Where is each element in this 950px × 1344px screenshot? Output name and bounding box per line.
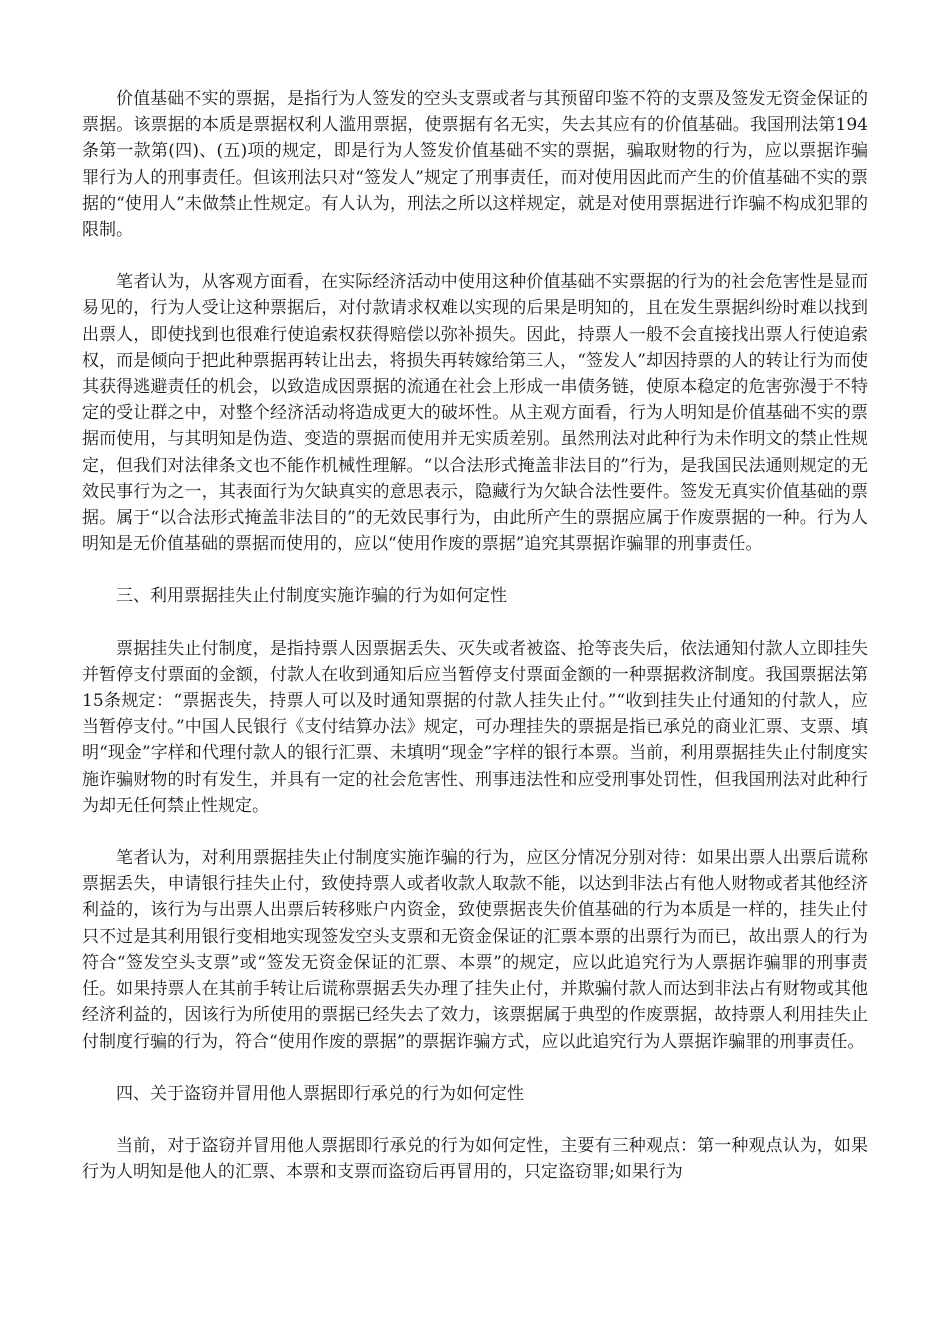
document-body [82,86,868,1211]
paragraph-loss-report-system: 票据挂失止付制度，是指持票人因票据丢失、灭失或者被盗、抢等丧失后，依法通知付款人立即挂失并暂停支付票面的金额，付款人在收到通知后应当暂停支付票面金额的一种票据救济制度。我国票据法第15条规定：“票据丧失，持票人可以及时通知票据的付款人挂失止付。”“收到挂失止付通知的付款人，应当暂停支付。”中国人民银行《支付结算办法》规定，可办理挂失的票据是指已承兑的商业汇票、支票、填明“现金”字样和代理付款人的银行汇票、未填明“现金”字样的银行本票。当前，利用票据挂失止付制度实施诈骗财物的时有发生，并具有一定的社会危害性、刑事违法性和应受刑事处罚性，但我国刑法对此种行为却无任何禁止性规定。 [82,638,868,816]
paragraph-author-opinion-1: 笔者认为，从客观方面看，在实际经济活动中使用这种价值基础不实票据的行为的社会危害性是显而易见的，行为人受让这种票据后，对付款请求权难以实现的后果是明知的，且在发生票据纠纷时难以找到出票人，即使找到也很难行使追索权获得赔偿以弥补损失。因此，持票人一般不会直接找出票人行使追索权，而是倾向于把此种票据再转让出去，将损失再转嫁给第三人，“签发人”却因持票的人的转让行为而使其获得逃避责任的机会，以致造成因票据的流通在社会上形成一串债务链，使原本稳定的危害弥漫于不特定的受让群之中，对整个经济活动将造成更大的破坏性。从主观方面看，行为人明知是价值基础不实的票据而使用，与其明知是伪造、变造的票据而使用并无实质差别。虽然刑法对此种行为未作明文的禁止性规定，但我们对法律条文也不能作机械性理解。“以合法形式掩盖非法目的”行为，是我国民法通则规定的无效民事行为之一，其表面行为欠缺真实的意思表示，隐藏行为欠缺合法性要件。签发无真实价值基础的票据。属于“以合法形式掩盖非法目的”的无效民事行为，由此所产生的票据应属于作废票据的一种。行为人明知是无价值基础的票据而使用的，应以“使用作废的票据”追究其票据诈骗罪的刑事责任。 [82,272,868,555]
paragraph-author-opinion-2: 笔者认为，对利用票据挂失止付制度实施诈骗的行为，应区分情况分别对待：如果出票人出票后谎称票据丢失，申请银行挂失止付，致使持票人或者收款人取款不能，以达到非法占有他人财物或者其他经济利益的，该行为与出票人出票后转移账户内资金，致使票据丧失价值基础的行为本质是一样的，挂失止付只不过是其利用银行变相地实现签发空头支票和无资金保证的汇票本票的出票行为而已，故出票人的行为符合“签发空头支票”或“签发无资金保证的汇票、本票”的规定，应以此追究行为人票据诈骗罪的刑事责任。如果持票人在其前手转让后谎称票据丢失办理了挂失止付，并欺骗付款人而达到非法占有财物或其他经济利益的，因该行为所使用的票据已经失去了效力，该票据属于典型的作废票据，故持票人利用挂失止付制度行骗的行为，符合“使用作废的票据”的票据诈骗方式，应以此追究行为人票据诈骗罪的刑事责任。 [82,848,868,1052]
paragraph-forged-value: 价值基础不实的票据，是指行为人签发的空头支票或者与其预留印鉴不符的支票及签发无资金保证的票据。该票据的本质是票据权利人滥用票据，使票据有名无实，失去其应有的价值基础。我国刑法第194条第一款第(四)、(五)项的规定，即是行为人签发价值基础不实的票据，骗取财物的行为，应以票据诈骗罪行为人的刑事责任。但该刑法只对“签发人”规定了刑事责任，而对使用因此而产生的价值基础不实的票据的“使用人”未做禁止性规定。有人认为，刑法之所以这样规定，就是对使用票据进行诈骗不构成犯罪的限制。 [82,89,868,241]
section-heading-4: 四、关于盗窃并冒用他人票据即行承兑的行为如何定性 [116,1083,524,1104]
paragraph-theft-views: 当前，对于盗窃并冒用他人票据即行承兑的行为如何定性，主要有三种观点：第一种观点认为，如果行为人明知是他人的汇票、本票和支票而盗窃后再冒用的，只定盗窃罪;如果行为 [82,1135,868,1183]
section-heading-3: 三、利用票据挂失止付制度实施诈骗的行为如何定性 [116,586,507,607]
